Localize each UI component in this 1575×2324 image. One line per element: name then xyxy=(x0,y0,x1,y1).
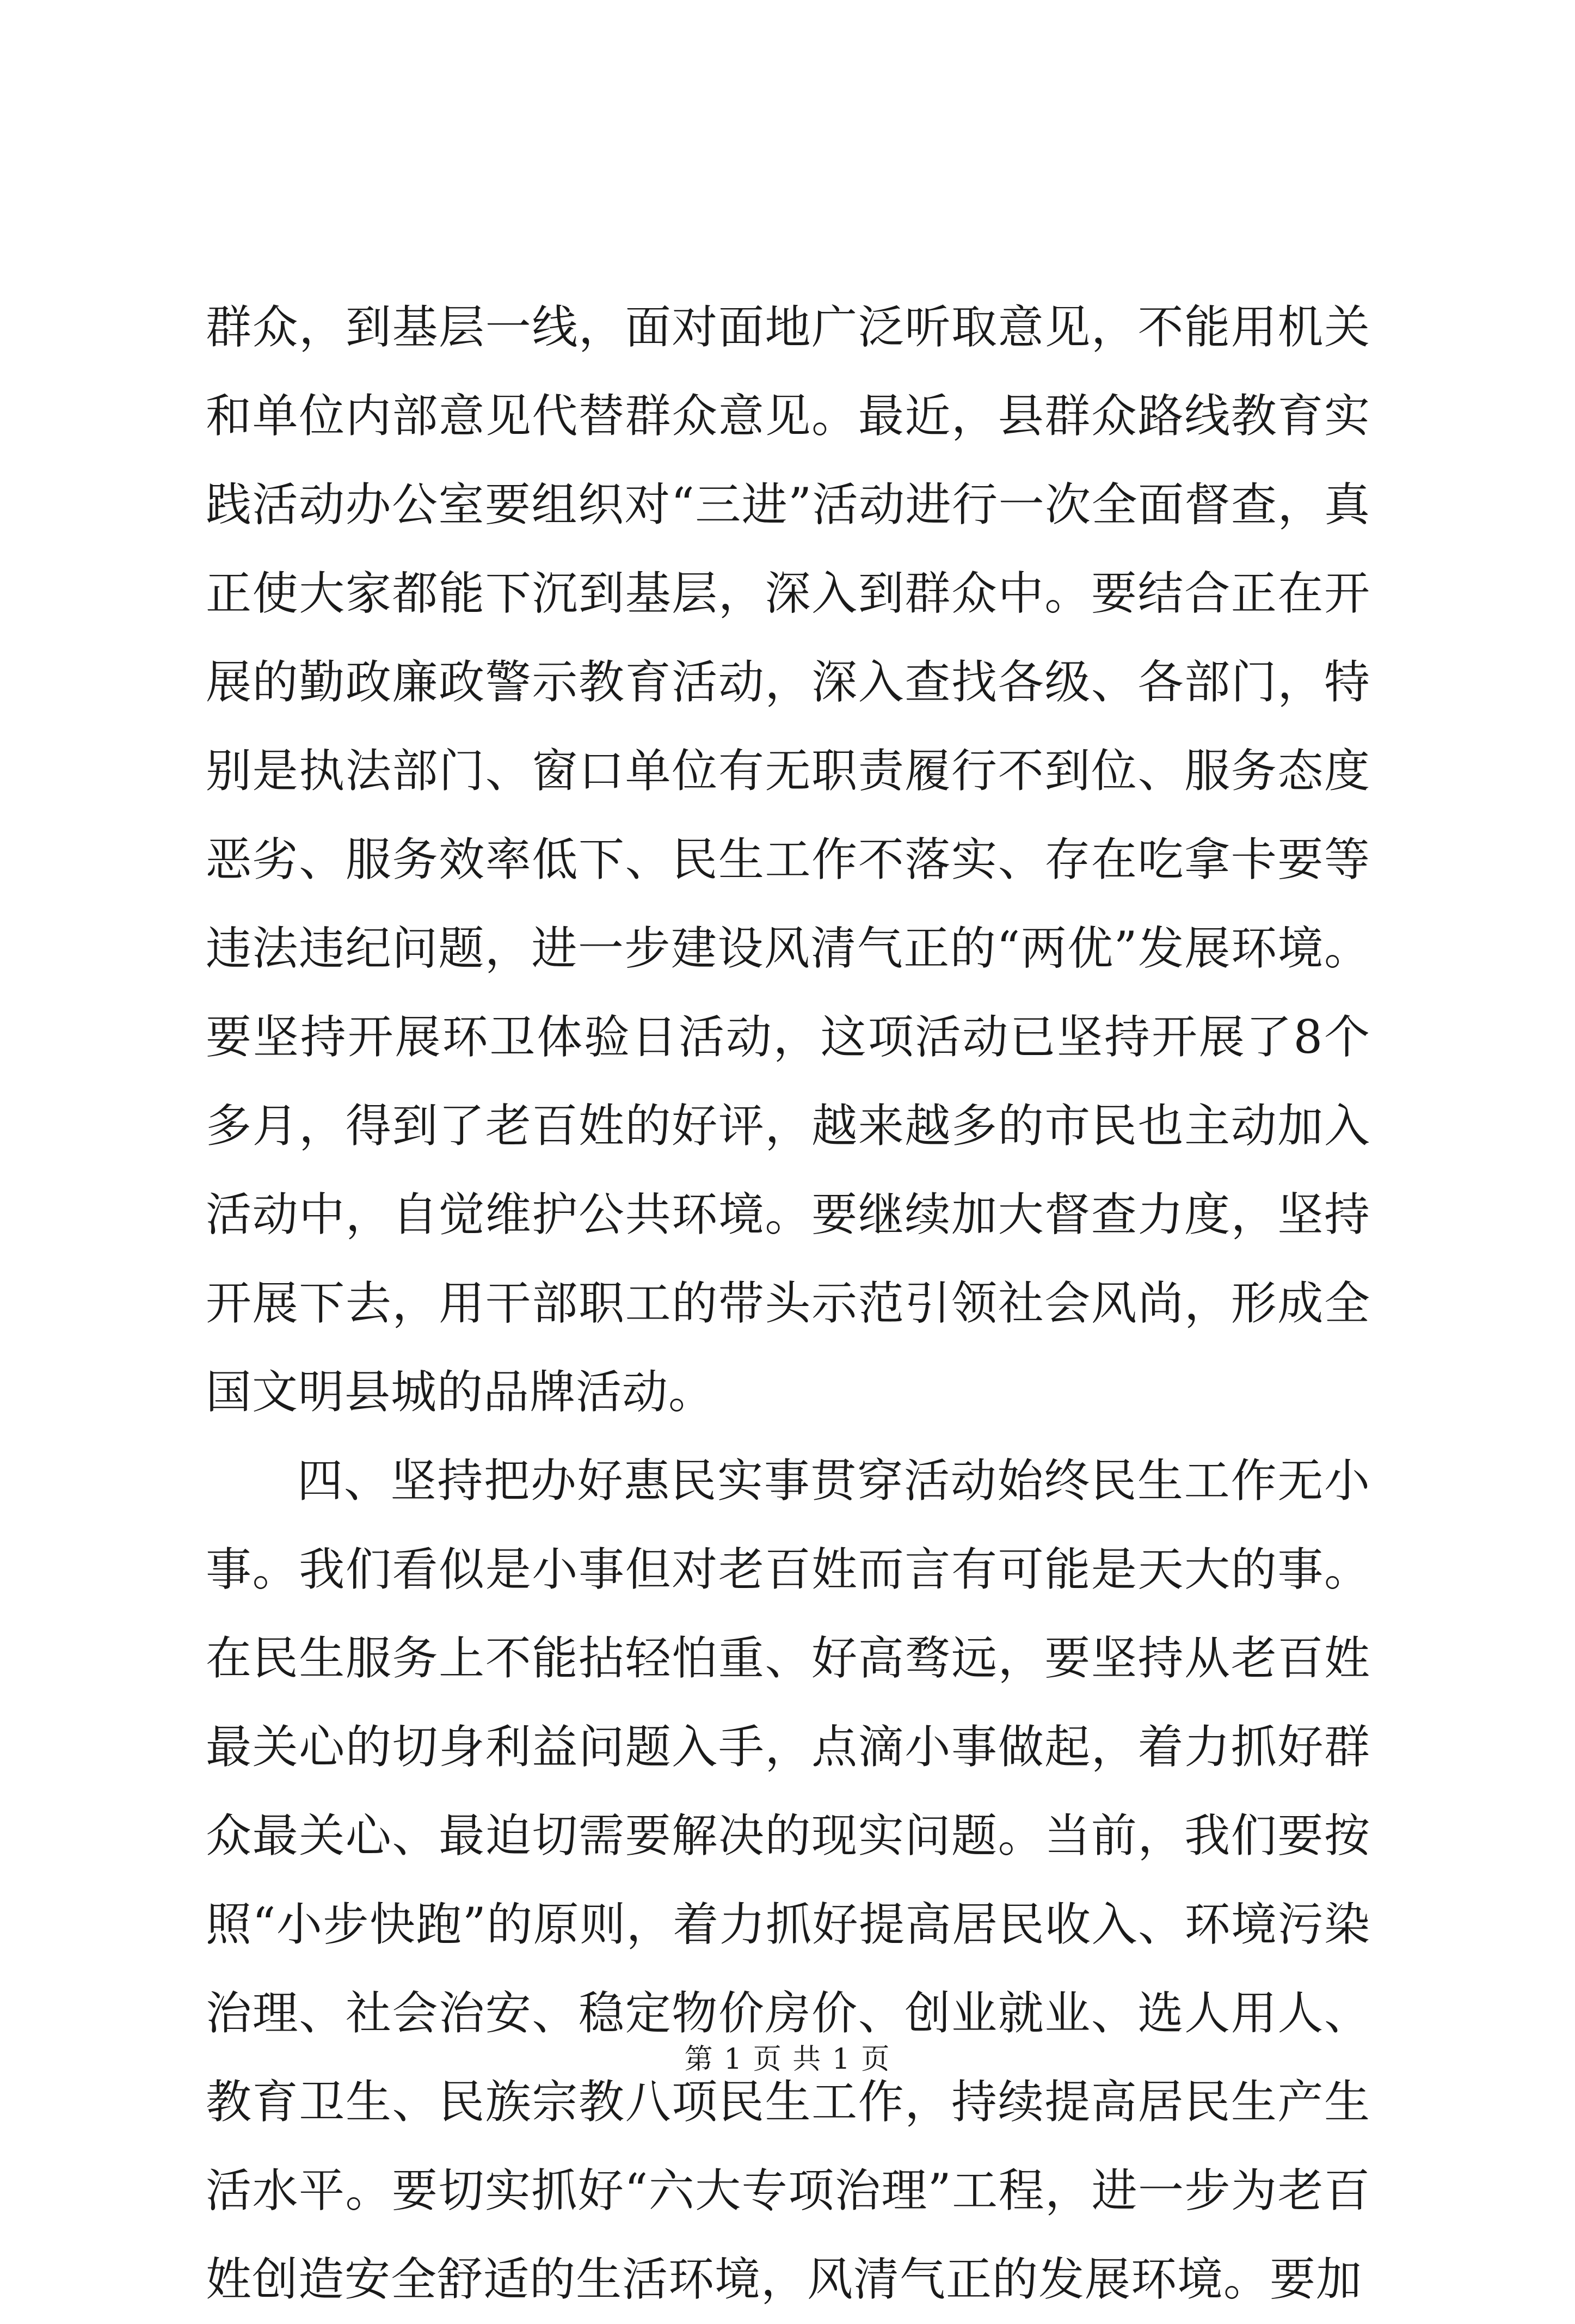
page-footer: 第 1 页 共 1 页 xyxy=(684,2043,891,2076)
paragraph-continuation: 群众，到基层一线，面对面地广泛听取意见，不能用机关和单位内部意见代替群众意见。最近，县群众路线教育实践活动办公室要组织对“三进”活动进行一次全面督查，真正使大家都能下沉到基层，深入到群众中。要结合正在开展的勤政廉政警示教育活动，深入查找各级、各部门，特别是执法部门、窗口单位有无职责履行不到位、服务态度恶劣、服务效率低下、民生工作不落实、存在吃拿卡要等违法违纪问题，进一步建设风清气正的“两优”发展环境。要坚持开展环卫体验日活动，这项活动已坚持开展了8个多月，得到了老百姓的好评，越来越多的市民也主动加入活动中，自觉维护公共环境。要继续加大督查力度，坚持开展下去，用干部职工的带头示范引领社会风尚，形成全国文明县城的品牌活动。 xyxy=(206,301,1370,1419)
document-body xyxy=(206,283,1370,2324)
paragraph-section-four: 四、坚持把办好惠民实事贯穿活动始终民生工作无小事。我们看似是小事但对老百姓而言有可能是天大的事。在民生服务上不能拈轻怕重、好高骛远，要坚持从老百姓最关心的切身利益问题入手，点滴小事做起，着力抓好群众最关心、最迫切需要解决的现实问题。当前，我们要按照“小步快跑”的原则，着力抓好提高居民收入、环境污染治理、社会治安、稳定物价房价、创业就业、选人用人、教育卫生、民族宗教八项民生工作，持续提高居民生产生活水平。要切实抓好“六大专项治理”工程，进一步为老百姓创造安全舒适的生活环境，风清气正的发展环境。要加 xyxy=(206,1454,1370,2306)
